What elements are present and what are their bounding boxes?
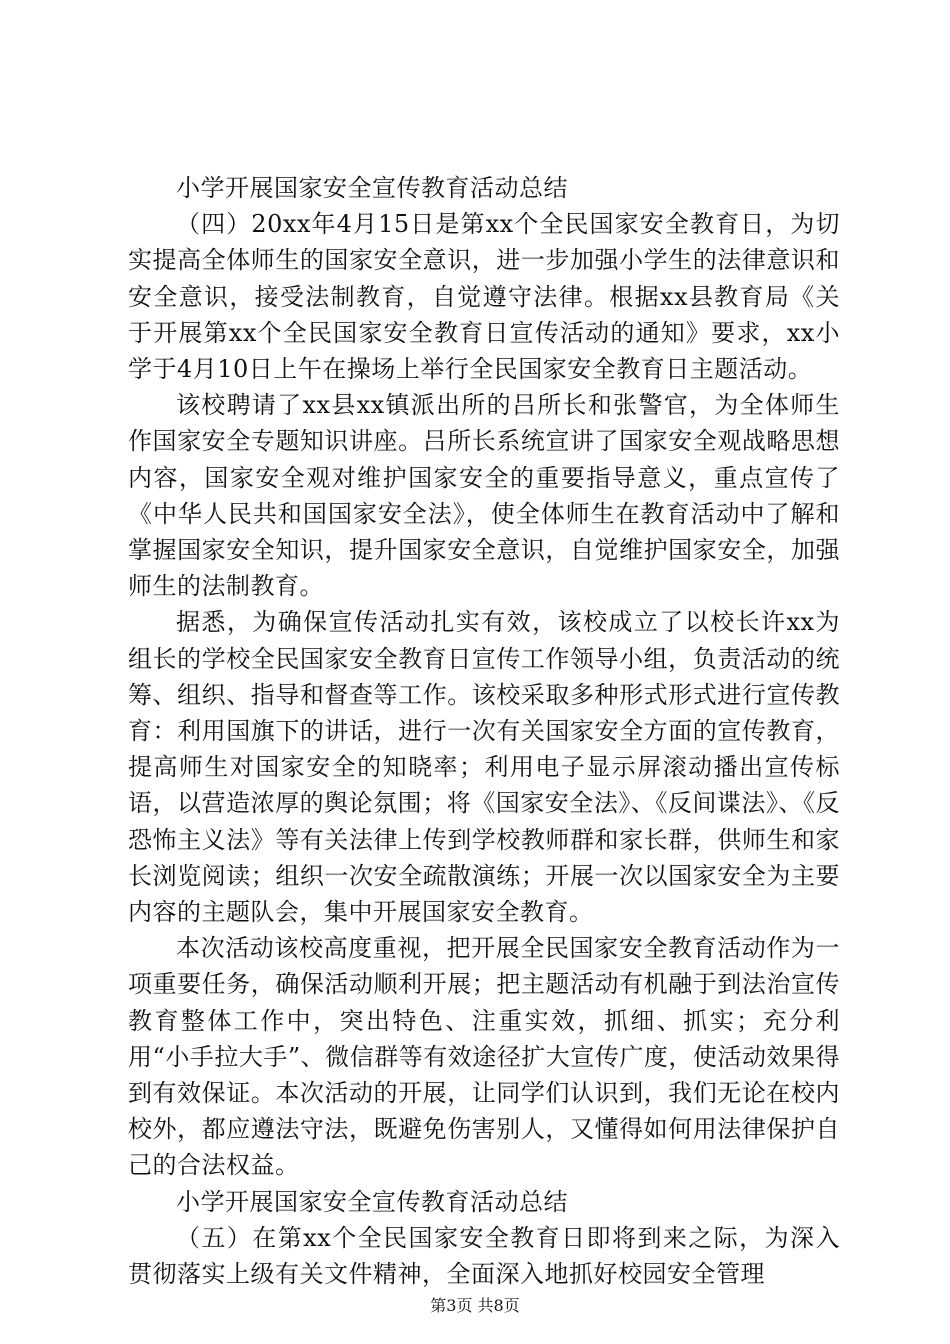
page-number-footer: 第3页 共8页 xyxy=(430,1296,520,1315)
paragraph: 据悉，为确保宣传活动扎实有效，该校成立了以校长许xx为组长的学校全民国家安全教育日宣传工作领导小组，负责活动的统筹、组织、指导和督查等工作。该校采取多种形式形式进行宣传教育：利用国旗下的讲话，进行一次有关国家安全方面的宣传教育，提高师生对国家安全的知晓率；利用电子显示屏滚动播出宣传标语，以营造浓厚的舆论氛围；将《国家安全法》、《反间谍法》、《反恐怖主义法》等有关法律上传到学校教师群和家长群，供师生和家长浏览阅读；组织一次安全疏散演练；开展一次以国家安全为主要内容的主题队会，集中开展国家安全教育。 xyxy=(128,608,840,927)
paragraph: （五）在第xx个全民国家安全教育日即将到来之际，为深入贯彻落实上级有关文件精神，全面深入地抓好校园安全管理 xyxy=(128,1223,840,1289)
section-title: 小学开展国家安全宣传教育活动总结 xyxy=(176,174,568,202)
paragraph: （四）20xx年4月15日是第xx个全民国家安全教育日，为切实提高全体师生的国家安全意识，进一步加强小学生的法律意识和安全意识，接受法制教育，自觉遵守法律。根据xx县教育局《关于开展第xx个全民国家安全教育日宣传活动的通知》要求，xx小学于4月10日上午在操场上举行全民国家安全教育日主题活动。 xyxy=(128,210,840,384)
section-title: 小学开展国家安全宣传教育活动总结 xyxy=(176,1187,568,1216)
paragraph: 该校聘请了xx县xx镇派出所的吕所长和张警官，为全体师生作国家安全专题知识讲座。吕所长系统宣讲了国家安全观战略思想内容，国家安全观对维护国家安全的重要指导意义，重点宣传了《中华人民共和国国家安全法》，使全体师生在教育活动中了解和掌握国家安全知识，提升国家安全意识，自觉维护国家安全，加强师生的法制教育。 xyxy=(128,391,840,601)
document-body xyxy=(128,170,840,1292)
paragraph: 本次活动该校高度重视，把开展全民国家安全教育活动作为一项重要任务，确保活动顺利开展；把主题活动有机融于到法治宣传教育整体工作中，突出特色、注重实效，抓细、抓实；充分利用“小手拉大手”、微信群等有效途径扩大宣传广度，使活动效果得到有效保证。本次活动的开展，让同学们认识到，我们无论在校内校外，都应遵法守法，既避免伤害别人，又懂得如何用法律保护自己的合法权益。 xyxy=(128,934,840,1180)
